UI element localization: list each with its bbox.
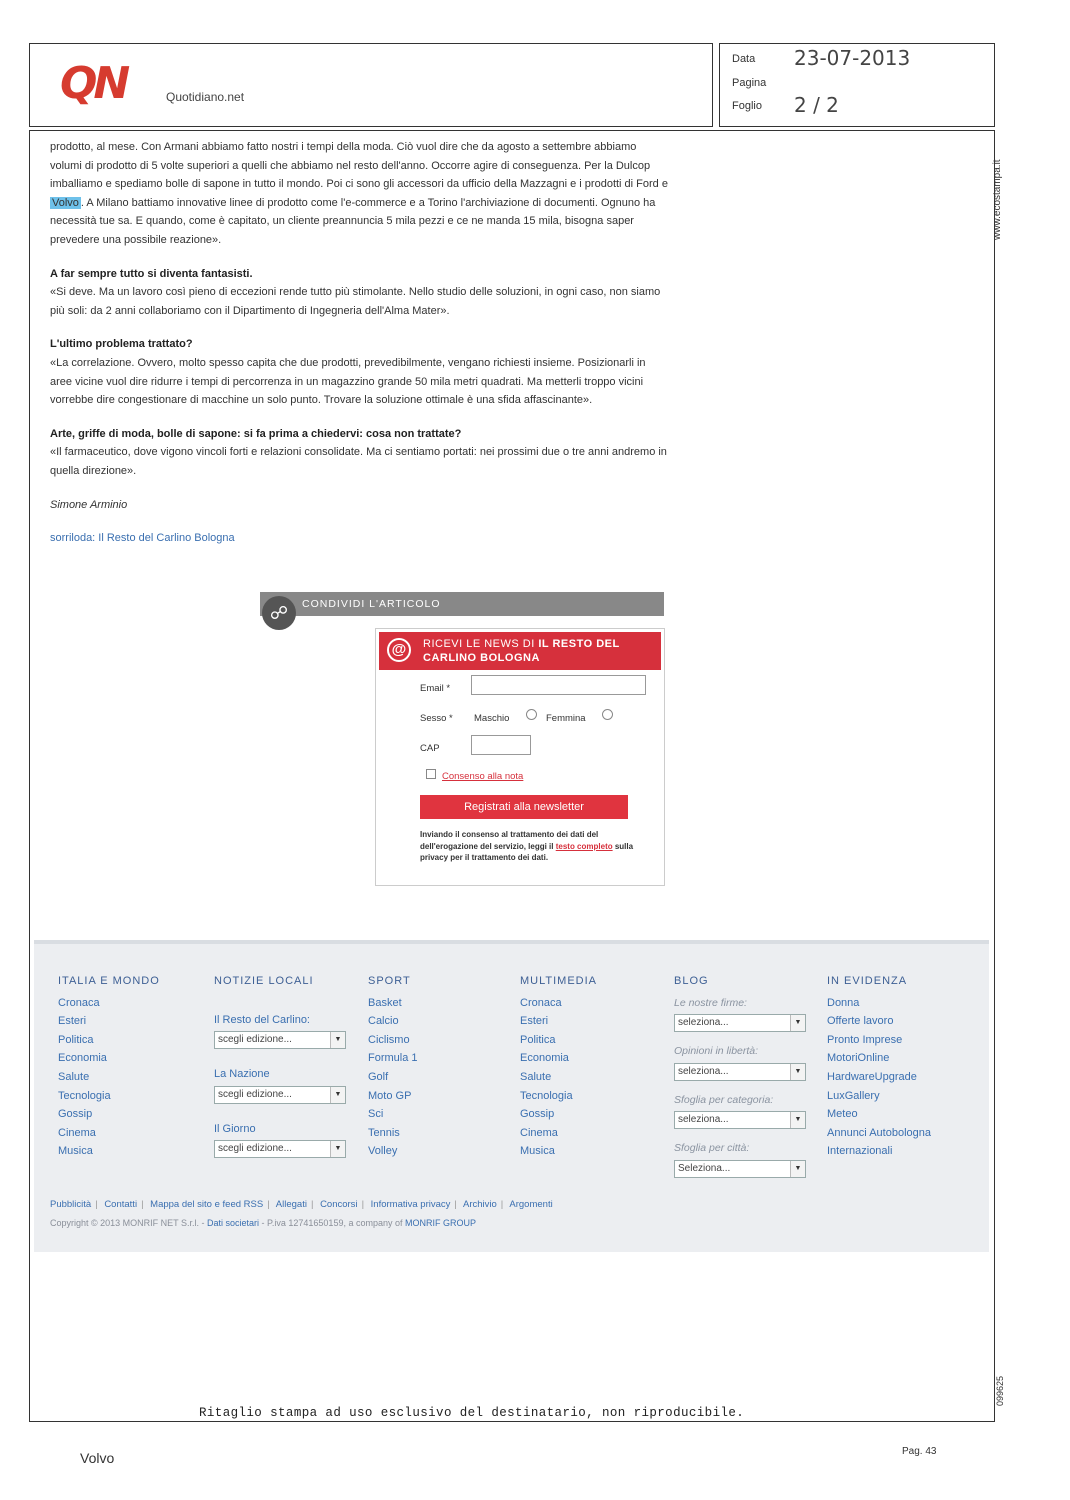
- consent-checkbox[interactable]: [426, 769, 436, 779]
- footer-link[interactable]: Cinema: [58, 1126, 96, 1139]
- footer-bottom-link[interactable]: Archivio: [463, 1199, 497, 1210]
- footer-link[interactable]: Cinema: [520, 1126, 558, 1139]
- separator: |: [500, 1199, 504, 1210]
- clip-notice: Ritaglio stampa ad uso esclusivo del destinatario, non riproducibile.: [199, 1406, 745, 1420]
- header-logo-box: [29, 43, 713, 127]
- chevron-down-icon: ▼: [330, 1087, 345, 1103]
- edition-label: Il Giorno: [214, 1122, 256, 1135]
- footer-bottom-link[interactable]: Mappa del sito e feed RSS: [150, 1199, 264, 1210]
- site-footer: [34, 940, 989, 1252]
- separator: |: [361, 1199, 365, 1210]
- share-label: CONDIVIDI L'ARTICOLO: [302, 598, 441, 610]
- footer-col-notizie: [214, 972, 346, 1158]
- qn-logo: QN: [60, 58, 127, 109]
- separator: |: [310, 1199, 314, 1210]
- blog-select[interactable]: [674, 1063, 806, 1081]
- chevron-down-icon: ▼: [330, 1032, 345, 1048]
- highlight-keyword: Volvo: [52, 196, 79, 209]
- header-meta-box: [719, 43, 995, 127]
- privacy-note-link[interactable]: testo completo: [555, 841, 613, 851]
- blog-select[interactable]: [674, 1014, 806, 1032]
- footer-link[interactable]: Formula 1: [368, 1052, 418, 1065]
- edition-select[interactable]: [214, 1140, 346, 1158]
- footer-link[interactable]: Offerte lavoro: [827, 1015, 894, 1028]
- footer-link[interactable]: Gossip: [58, 1108, 93, 1121]
- footer-link[interactable]: Cronaca: [520, 996, 562, 1009]
- footer-link[interactable]: Tecnologia: [520, 1089, 573, 1102]
- footer-link[interactable]: Economia: [520, 1052, 569, 1065]
- edition-select[interactable]: [214, 1086, 346, 1104]
- footer-link[interactable]: Pronto Imprese: [827, 1033, 903, 1046]
- footer-link[interactable]: HardwareUpgrade: [827, 1070, 917, 1083]
- meta-label-page: Pagina: [732, 77, 767, 89]
- blog-filter-label: Sfoglia per categoria:: [674, 1093, 774, 1106]
- at-icon: @: [387, 638, 411, 662]
- footer-link[interactable]: Annunci Autobologna: [827, 1126, 931, 1139]
- footer-link[interactable]: Tecnologia: [58, 1089, 111, 1102]
- footer-link[interactable]: Moto GP: [368, 1089, 412, 1102]
- answer-2: «La correlazione. Ovvero, molto spesso capita che due prodotti, prevedibilmente, vengano richiesti insieme. Posizionarli in aree vicine vuol dire ridurre i tempi di percorrenza in un magazzino grande 50 mila metri quadrati. Ma metterli troppo vicini vorrebbe dire congestionare di macchine un solo punto. Trovare la soluzione ottimale è una sfida affascinante».: [50, 356, 646, 407]
- chevron-down-icon: ▼: [330, 1141, 345, 1157]
- email-label: Email *: [420, 683, 451, 694]
- blog-select[interactable]: [674, 1111, 806, 1129]
- edition-select-value: scegli edizione...: [218, 1034, 292, 1046]
- blog-select-value: Seleziona...: [678, 1162, 731, 1174]
- subscribe-button[interactable]: Registrati alla newsletter: [420, 795, 628, 819]
- blog-filter-label: Opinioni in libertà:: [674, 1045, 759, 1058]
- separator: |: [454, 1199, 457, 1210]
- newsletter-title-pre: RICEVI LE NEWS DI: [423, 638, 539, 650]
- footer-link[interactable]: Golf: [368, 1070, 389, 1083]
- footer-link[interactable]: Gossip: [520, 1108, 555, 1121]
- footer-col-multimedia: [520, 972, 597, 1161]
- question-3: Arte, griffe di moda, bolle di sapone: si fa prima a chiedervi: cosa non trattate?: [50, 427, 462, 440]
- chevron-down-icon: ▼: [790, 1015, 805, 1031]
- edition-select[interactable]: [214, 1031, 346, 1049]
- email-input[interactable]: [471, 675, 646, 695]
- footer-col-sport: [368, 972, 418, 1161]
- footer-link[interactable]: Cronaca: [58, 996, 100, 1009]
- separator: |: [95, 1199, 98, 1210]
- footer-bottom-link[interactable]: Pubblicità: [50, 1199, 92, 1210]
- footer-link[interactable]: Tennis: [368, 1126, 400, 1139]
- blog-select-value: seleziona...: [678, 1017, 729, 1029]
- intro-text: prodotto, al mese. Con Armani abbiamo fatto nostri i tempi della moda. Ciò vuol dire che da agosto a settembre abbiamo volumi di prodotto di 5 volte superiori a quelli che abbiamo nel resto dell'anno. Occorre agire di conseguenza. Per la Dulcop imballiamo e spediamo bolle di sapone in tutto il mondo. Poi ci sono gli accessori da ufficio della Mazzagni e i prodotti di Ford e: [50, 141, 668, 191]
- footer-link[interactable]: Salute: [58, 1070, 90, 1083]
- footer-bottom-links: [50, 1199, 553, 1210]
- copyright-text: Copyright © 2013 MONRIF NET S.r.l. -: [50, 1218, 208, 1228]
- footer-link[interactable]: Esteri: [520, 1015, 549, 1028]
- footer-link[interactable]: Ciclismo: [368, 1033, 410, 1046]
- copyright-text: - P.iva 12741650159, a company of: [259, 1218, 405, 1228]
- edition-select-value: scegli edizione...: [218, 1088, 292, 1100]
- blog-filter-label: Le nostre firme:: [674, 996, 747, 1009]
- footer-col-evidenza: [827, 972, 931, 1161]
- privacy-note: [420, 829, 648, 864]
- chevron-down-icon: ▼: [790, 1161, 805, 1177]
- article-source-link[interactable]: sorriloda: Il Resto del Carlino Bologna: [50, 532, 235, 545]
- question-1: A far sempre tutto si diventa fantasisti.: [50, 267, 253, 280]
- footer-link[interactable]: Musica: [520, 1145, 555, 1158]
- footer-col-title: ITALIA E MONDO: [58, 975, 160, 987]
- footer-bottom-link[interactable]: Informativa privacy: [370, 1199, 451, 1210]
- footer-bottom-link[interactable]: Contatti: [104, 1199, 138, 1210]
- edition-label: La Nazione: [214, 1068, 270, 1081]
- footer-link[interactable]: Politica: [520, 1033, 556, 1046]
- footer-link[interactable]: Musica: [58, 1145, 93, 1158]
- newsletter-title-bold: IL RESTO DEL CARLINO BOLOGNA: [423, 638, 620, 664]
- copyright-link[interactable]: Dati societari: [207, 1218, 260, 1228]
- share-bar[interactable]: [260, 592, 664, 616]
- cap-label: CAP: [420, 743, 440, 754]
- meta-value-sheet: 2 / 2: [794, 93, 839, 117]
- footer-link[interactable]: Meteo: [827, 1108, 858, 1121]
- male-label: Maschio: [474, 713, 510, 724]
- blog-select-value: seleziona...: [678, 1065, 729, 1077]
- intro-text-end: . A Milano battiamo innovative linee di prodotto come l'e-commerce e a Torino l'archiviazione di documenti. Ognuno ha necessità tue sa. E quando, come è capitato, un cliente preannuncia 5 mila pezzi e ce ne manda 15 mila, bisogna saper prevedere una possibile reazione».: [50, 196, 656, 246]
- meta-label-date: Data: [732, 53, 756, 65]
- meta-label-sheet: Foglio: [732, 100, 762, 112]
- privacy-note-pre: Inviando il consenso al trattamento dei dati del dell'erogazione del servizio, leggi il: [420, 830, 599, 851]
- footer-link[interactable]: Salute: [520, 1070, 552, 1083]
- answer-1: «Si deve. Ma un lavoro così pieno di eccezioni rende tutto più stimolante. Nello studio delle soluzioni, in ogni caso, non siamo più soli: da 2 anni collaboriamo con il Dipartimento di Ingegneria dell'Alma Mater».: [50, 286, 661, 317]
- edition-select-value: scegli edizione...: [218, 1143, 292, 1155]
- side-url: www.ecostampa.it: [992, 159, 1003, 241]
- share-icon[interactable]: ☍: [262, 596, 296, 630]
- footer-col-title: MULTIMEDIA: [520, 975, 598, 987]
- separator: |: [267, 1199, 270, 1210]
- keyword-label: Volvo: [80, 1450, 115, 1466]
- blog-select[interactable]: [674, 1160, 806, 1178]
- edition-label: Il Resto del Carlino:: [214, 1013, 310, 1026]
- footer-link[interactable]: Sci: [368, 1108, 384, 1121]
- copyright: [50, 1218, 476, 1228]
- footer-col-title: BLOG: [674, 975, 709, 987]
- separator: |: [141, 1199, 144, 1210]
- chevron-down-icon: ▼: [790, 1064, 805, 1080]
- footer-link[interactable]: Politica: [58, 1033, 94, 1046]
- footer-link[interactable]: Basket: [368, 996, 402, 1009]
- footer-link[interactable]: Esteri: [58, 1015, 87, 1028]
- footer-col-blog: [674, 972, 806, 1178]
- side-code: 099625: [995, 1375, 1005, 1406]
- footer-link[interactable]: MotoriOnline: [827, 1052, 890, 1065]
- cap-input[interactable]: [471, 735, 531, 755]
- footer-bottom-link[interactable]: Concorsi: [320, 1199, 358, 1210]
- footer-link[interactable]: Donna: [827, 996, 860, 1009]
- logo-text: Quotidiano.net: [166, 90, 245, 104]
- footer-col-title: SPORT: [368, 975, 411, 987]
- newsletter-title: [423, 637, 653, 665]
- newsletter-box: [375, 628, 665, 886]
- footer-link[interactable]: Volley: [368, 1145, 398, 1158]
- footer-link[interactable]: Economia: [58, 1052, 107, 1065]
- consent-link[interactable]: Consenso alla nota: [442, 771, 524, 782]
- sex-label: Sesso *: [420, 713, 453, 724]
- footer-bottom-link[interactable]: Argomenti: [509, 1199, 553, 1210]
- footer-col-italia: [58, 972, 160, 1161]
- article-intro: [50, 138, 670, 250]
- question-2: L'ultimo problema trattato?: [50, 338, 193, 351]
- privacy-note-post: sulla privacy per il trattamento dei dati.: [420, 841, 634, 862]
- footer-link[interactable]: Internazionali: [827, 1145, 893, 1158]
- article-body: [50, 138, 670, 563]
- meta-value-date: 23-07-2013: [794, 46, 911, 70]
- answer-3: «Il farmaceutico, dove vigono vincoli forti e relazioni consolidate. Ma ci sentiamo portati: nei prossimi due o tre anni andremo in quella direzione».: [50, 446, 667, 477]
- newsletter-header: [379, 632, 661, 670]
- male-radio[interactable]: [526, 709, 537, 720]
- footer-bottom-link[interactable]: Allegati: [275, 1199, 307, 1210]
- footer-link[interactable]: LuxGallery: [827, 1089, 880, 1102]
- article-author: Simone Arminio: [50, 498, 128, 511]
- footer-link[interactable]: Calcio: [368, 1015, 399, 1028]
- footer-col-title: NOTIZIE LOCALI: [214, 975, 314, 987]
- footer-col-title: IN EVIDENZA: [827, 975, 908, 987]
- female-label: Femmina: [546, 713, 586, 724]
- chevron-down-icon: ▼: [790, 1112, 805, 1128]
- page-number: Pag. 43: [902, 1446, 937, 1457]
- blog-filter-label: Sfoglia per città:: [674, 1142, 750, 1155]
- blog-select-value: seleziona...: [678, 1114, 729, 1126]
- female-radio[interactable]: [602, 709, 613, 720]
- copyright-link[interactable]: MONRIF GROUP: [405, 1218, 476, 1228]
